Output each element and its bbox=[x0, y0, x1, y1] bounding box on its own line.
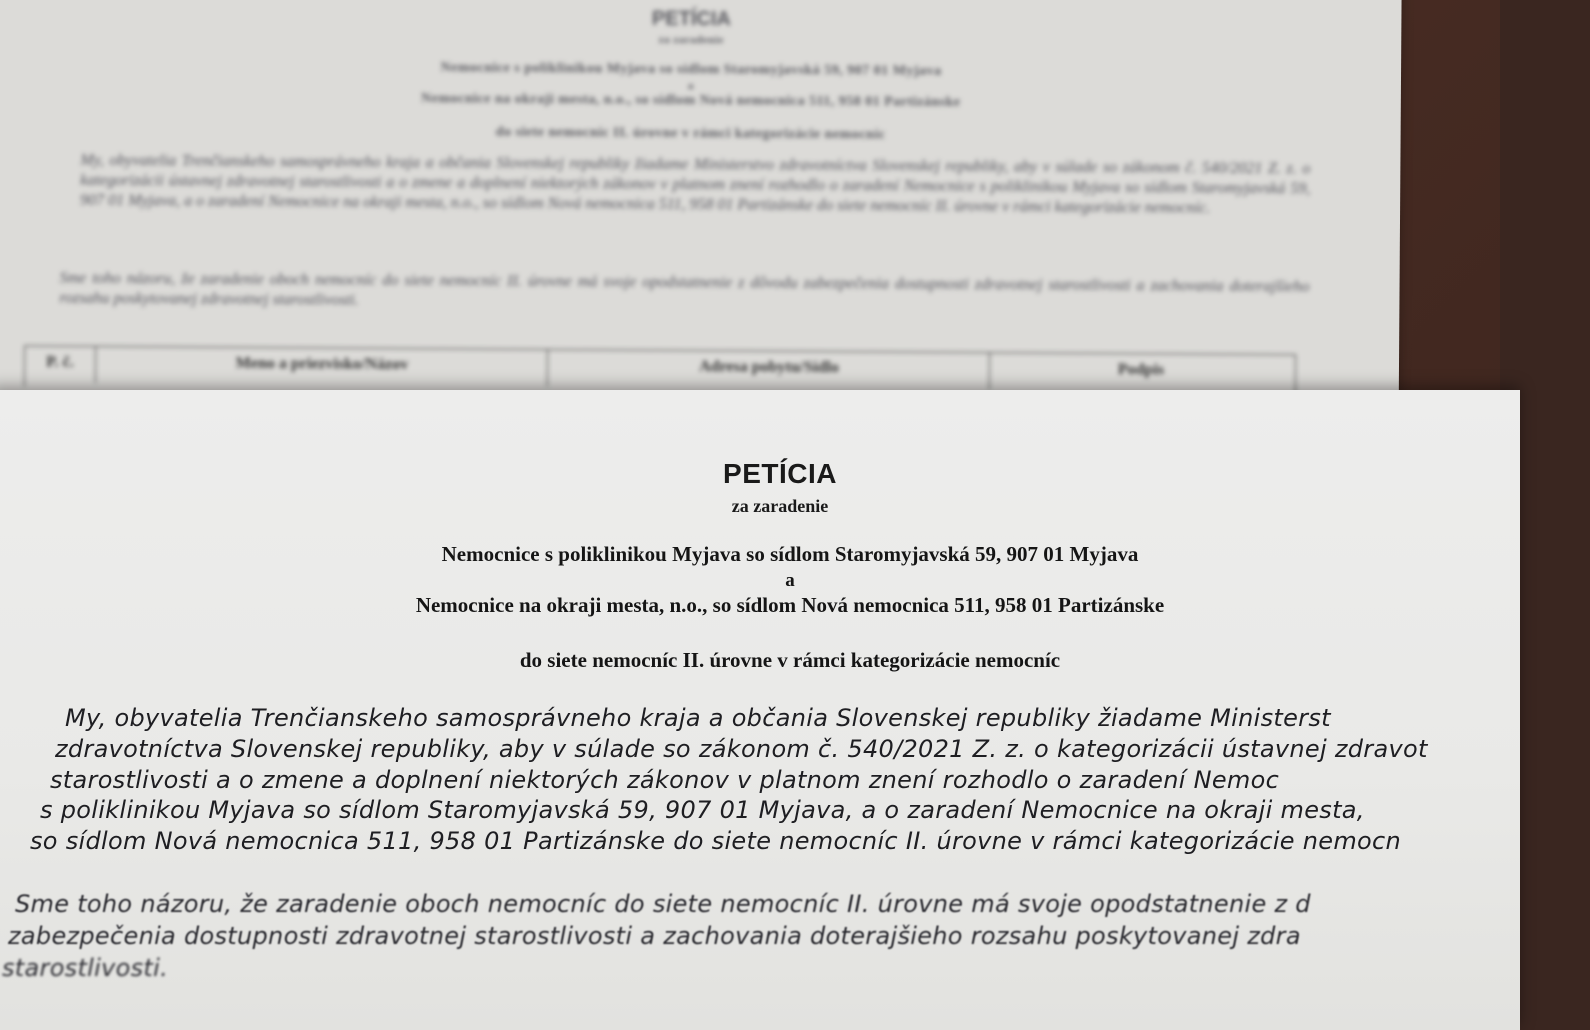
back-signature-table bbox=[24, 345, 1296, 395]
back-paragraph-2: Sme toho názoru, že zaradenie oboch nemocníc do siete nemocníc II. úrovne má svoje opodstatnenie z dôvodu zabezpečenia dostupnosti zdravotnej starostlivosti a zachovania doterajšieho rozsahu poskytovanej zdravotnej starostlivosti. bbox=[59, 269, 1310, 309]
front-title: PETÍCIA bbox=[723, 458, 837, 489]
front-paragraph2-line: Sme toho názoru, že zaradenie oboch nemocníc do siete nemocníc II. úrovne má svoje opodstatnenie z d bbox=[15, 890, 1311, 918]
back-title: PETÍCIA bbox=[651, 7, 731, 31]
back-table-header-number: P. č. bbox=[25, 346, 96, 382]
back-subtitle: za zaradenie bbox=[658, 33, 724, 47]
front-line2: Nemocnice na okraji mesta, n.o., so sídlom Nová nemocnica 511, 958 01 Partizánske bbox=[415, 593, 1165, 617]
front-paragraph-line: My, obyvatelia Trenčianskeho samosprávneho kraja a občania Slovenskej republiky žiadame Ministerst bbox=[65, 704, 1331, 732]
back-line1: Nemocnice s poliklinikou Myjava so sídlom Staromyjavská 59, 907 01 Myjava bbox=[440, 60, 942, 79]
back-line-a: a bbox=[687, 79, 694, 93]
front-subtitle: za zaradenie bbox=[731, 496, 829, 516]
front-paragraph2-line: zabezpečenia dostupnosti zdravotnej starostlivosti a zachovania doterajšieho rozsahu poskytovanej zdra bbox=[8, 922, 1301, 950]
front-paragraph-line: starostlivosti a o zmene a doplnení niektorých zákonov v platnom znení rozhodlo o zaradení Nemoc bbox=[50, 766, 1280, 794]
front-line-a: a bbox=[785, 570, 795, 591]
front-paragraph-line: s poliklinikou Myjava so sídlom Staromyjavská 59, 907 01 Myjava, a o zaradení Nemocnice na okraji mesta, bbox=[40, 796, 1365, 824]
back-table-header-signature: Podpis bbox=[1117, 360, 1165, 379]
front-paragraph-line: so sídlom Nová nemocnica 511, 958 01 Partizánske do siete nemocníc II. úrovne v rámci kategorizácie nemocn bbox=[30, 827, 1402, 855]
front-line1: Nemocnice s poliklinikou Myjava so sídlom Staromyjavská 59, 907 01 Myjava bbox=[441, 542, 1139, 566]
front-line3: do siete nemocníc II. úrovne v rámci kategorizácie nemocníc bbox=[519, 648, 1061, 672]
back-line3: do siete nemocníc II. úrovne v rámci kategorizácie nemocníc bbox=[495, 124, 886, 143]
front-petition-sheet bbox=[0, 390, 1520, 1030]
back-table-header-name: Meno a priezvisko/Názov bbox=[97, 347, 548, 386]
back-line2: Nemocnice na okraji mesta, n.o., so sídlom Nová nemocnica 511, 958 01 Partizánske bbox=[421, 91, 961, 110]
front-paragraph-line: zdravotníctva Slovenskej republiky, aby v súlade so zákonom č. 540/2021 Z. z. o kategorizácii ústavnej zdravot bbox=[55, 735, 1428, 763]
back-table-header-address: Adresa pobytu/Sídlo bbox=[549, 350, 990, 389]
front-paragraph2-line: starostlivosti. bbox=[2, 954, 169, 982]
back-paragraph-1: My, obyvatelia Trenčianskeho samosprávneho kraja a občania Slovenskej republiky žiadame Ministerstvo zdravotníctva Slovenskej republiky, aby v súlade so zákonom č. 540/2021 Z. z. o kategorizácii ústavnej zdravotnej starostlivosti a o zmene a doplnení niektorých zákonov v platnom znení rozhodlo o zaradení Nemocnice s poliklinikou Myjava so sídlom Staromyjavská 59, 907 01 Myjava, a o zaradení Nemocnice na okraji mesta, n.o., so sídlom Nová nemocnica 511, 958 01 Partizánske do siete nemocníc II. úrovne v rámci kategorizácie nemocníc. bbox=[80, 151, 1311, 217]
